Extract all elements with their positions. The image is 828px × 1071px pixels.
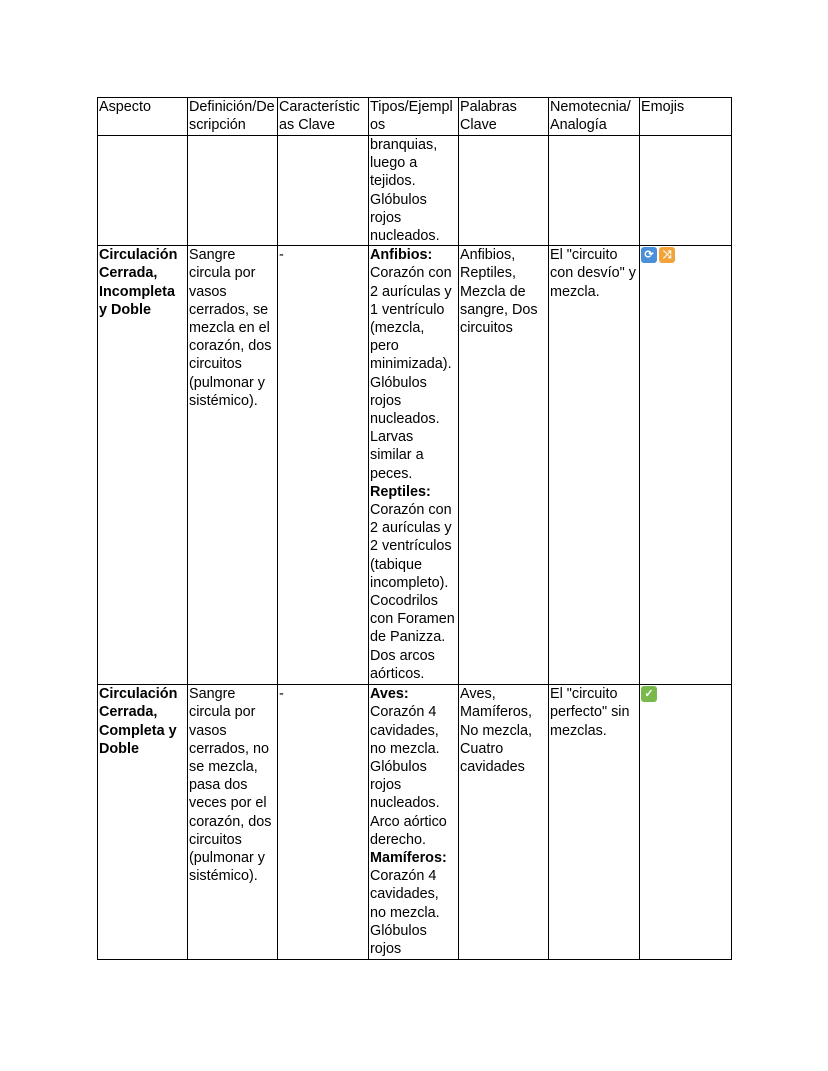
cell-aspecto: Circulación Cerrada, Completa y Doble bbox=[98, 685, 188, 960]
cell-aspecto: Circulación Cerrada, Incompleta y Doble bbox=[98, 246, 188, 685]
shuffle-icon: ⤨ bbox=[659, 247, 675, 263]
cell-definicion: Sangre circula por vasos cerrados, no se mezcla, pasa dos veces por el corazón, dos circuitos (pulmonar y sistémico). bbox=[188, 685, 278, 960]
header-cell: Definición/Descripción bbox=[188, 98, 278, 136]
cell-definicion bbox=[188, 136, 278, 246]
tipos-entry-text: branquias, luego a tejidos. Glóbulos rojos nucleados. bbox=[370, 137, 440, 245]
table-row bbox=[98, 136, 732, 246]
cell-emojis bbox=[640, 685, 732, 960]
table-row bbox=[98, 685, 732, 960]
cell-nemotecnia bbox=[549, 136, 640, 246]
header-cell: Tipos/Ejemplos bbox=[369, 98, 459, 136]
header-cell: Características Clave bbox=[278, 98, 369, 136]
check-mark-icon: ✓ bbox=[641, 686, 657, 702]
cell-caracteristicas: - bbox=[278, 685, 369, 960]
tipos-entry-text: Corazón con 2 aurículas y 1 ventrículo (mezcla, pero minimizada). Glóbulos rojos nucleados. Larvas similar a peces. bbox=[370, 265, 452, 482]
repeat-icon: ⟳ bbox=[641, 247, 657, 263]
cell-tipos bbox=[369, 246, 459, 685]
tipos-entry-title: Aves: bbox=[370, 686, 409, 703]
cell-palabras bbox=[459, 136, 549, 246]
header-cell: Aspecto bbox=[98, 98, 188, 136]
cell-tipos bbox=[369, 685, 459, 960]
tipos-entry-title: Anfibios: bbox=[370, 247, 433, 264]
cell-caracteristicas bbox=[278, 136, 369, 246]
cell-emojis bbox=[640, 246, 732, 685]
header-cell: Palabras Clave bbox=[459, 98, 549, 136]
cell-nemotecnia: El "circuito perfecto" sin mezclas. bbox=[549, 685, 640, 960]
tipos-entry-title: Reptiles: bbox=[370, 483, 431, 500]
cell-palabras: Aves, Mamíferos, No mezcla, Cuatro cavidades bbox=[459, 685, 549, 960]
cell-aspecto bbox=[98, 136, 188, 246]
header-cell: Emojis bbox=[640, 98, 732, 136]
header-cell: Nemotecnia/Analogía bbox=[549, 98, 640, 136]
cell-caracteristicas: - bbox=[278, 246, 369, 685]
tipos-entry-text: Corazón 4 cavidades, no mezcla. Glóbulos rojos bbox=[370, 868, 440, 958]
tipos-entry-text: Corazón 4 cavidades, no mezcla. Glóbulos rojos nucleados. Arco aórtico derecho. bbox=[370, 704, 447, 848]
circulation-table bbox=[97, 97, 732, 960]
tipos-entry-title: Mamíferos: bbox=[370, 850, 447, 867]
tipos-entry-text: Corazón con 2 aurículas y 2 ventrículos (tabique incompleto). Cocodrilos con Foramen de Panizza. Dos arcos aórticos. bbox=[370, 502, 455, 682]
table-row bbox=[98, 246, 732, 685]
cell-nemotecnia: El "circuito con desvío" y mezcla. bbox=[549, 246, 640, 685]
cell-tipos bbox=[369, 136, 459, 246]
cell-palabras: Anfibios, Reptiles, Mezcla de sangre, Dos circuitos bbox=[459, 246, 549, 685]
table-header-row bbox=[98, 98, 732, 136]
cell-definicion: Sangre circula por vasos cerrados, se mezcla en el corazón, dos circuitos (pulmonar y sistémico). bbox=[188, 246, 278, 685]
cell-emojis bbox=[640, 136, 732, 246]
